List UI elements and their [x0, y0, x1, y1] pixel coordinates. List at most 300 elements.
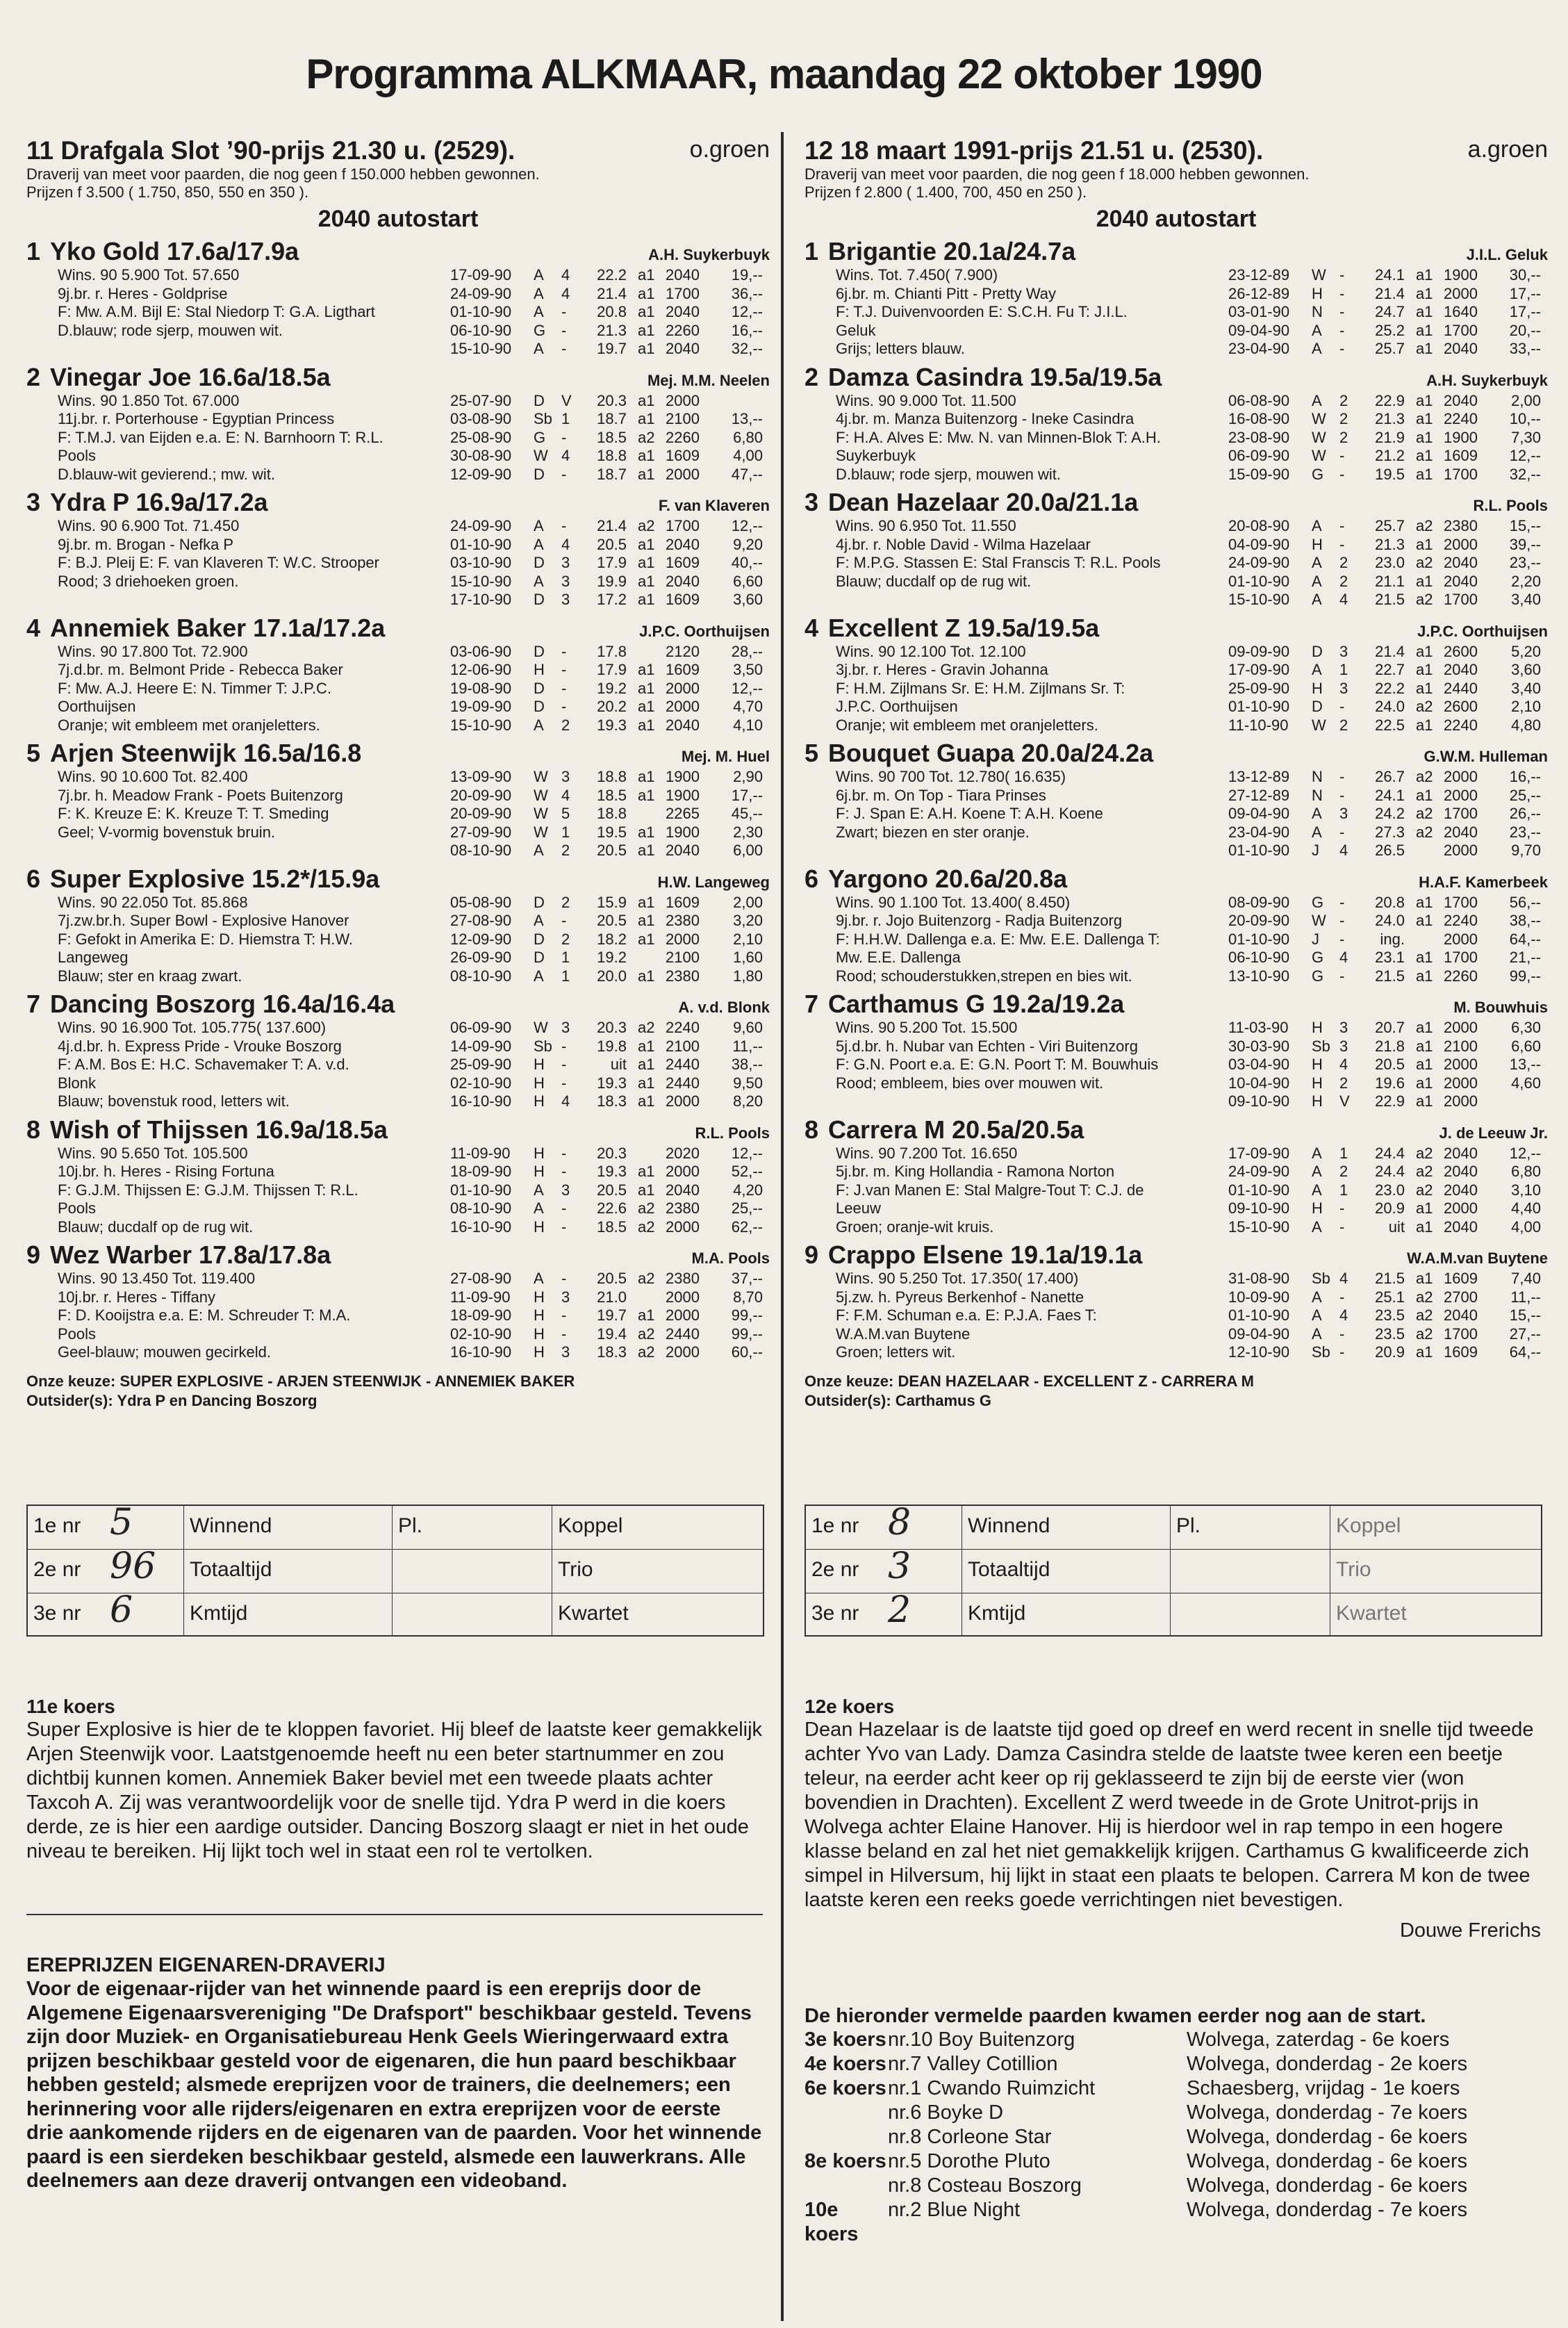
perf-class: a1 [1416, 1199, 1433, 1217]
perf-track: G [1312, 893, 1324, 911]
perf-position: 2 [1339, 716, 1348, 734]
performance-row [450, 823, 770, 842]
perf-odds: 8,20 [733, 1092, 763, 1110]
perf-date: 27-08-90 [450, 912, 512, 929]
horse-info-line: Wins. 90 10.600 Tot. 82.400 [58, 768, 248, 785]
perf-track: Sb [1312, 1037, 1330, 1055]
result-place [806, 1502, 962, 1549]
perf-time: 20.8 [597, 303, 627, 320]
race-header [26, 136, 770, 165]
perf-class: a2 [1416, 1325, 1433, 1343]
horse-info-line: W.A.M.van Buytene [836, 1325, 971, 1343]
perf-distance: 2040 [1444, 1144, 1478, 1162]
perf-track: A [1312, 661, 1322, 678]
perf-distance: 2000 [1444, 284, 1478, 302]
perf-distance: 2000 [666, 465, 700, 483]
perf-odds: 4,10 [733, 716, 763, 734]
horse-trainer: J.P.C. Oorthuijsen [639, 622, 770, 640]
performance-row [450, 787, 770, 805]
horse-number: 2 [804, 362, 819, 391]
horse-info-line: 4j.d.br. h. Express Pride - Vrouke Boszorg [58, 1037, 342, 1055]
perf-class: a1 [1416, 1092, 1433, 1110]
performance-row [450, 716, 770, 735]
horse-info-line: Pools [58, 1325, 97, 1343]
perf-date: 23-08-90 [1228, 428, 1290, 446]
horse-entry [804, 990, 1548, 1111]
perf-track: D [534, 698, 545, 715]
perf-distance: 2265 [666, 805, 700, 822]
performance-row [1228, 643, 1548, 662]
perf-position: - [1339, 266, 1345, 284]
perf-odds: 12,-- [731, 303, 763, 320]
perf-track: H [1312, 284, 1323, 302]
horse-info-line: Rood; embleem, bies over mouwen wit. [836, 1074, 1104, 1092]
perf-date: 20-09-90 [450, 805, 512, 822]
perf-distance: 2000 [1444, 768, 1478, 785]
perf-track: A [534, 303, 544, 320]
perf-odds: 62,-- [731, 1218, 763, 1236]
horse-number: 6 [804, 864, 819, 893]
performance-row [1228, 466, 1548, 484]
horse-info-line: 3j.br. r. Heres - Gravin Johanna [836, 661, 1048, 678]
horse-info-line: 7j.br. h. Meadow Frank - Poets Buitenzorg [58, 786, 343, 804]
horse-info-line: 7j.zw.br.h. Super Bowl - Explosive Hanover [58, 912, 349, 929]
performance-row [450, 1181, 770, 1200]
previous-race: 3e koers [804, 2028, 886, 2051]
horse-performances [450, 1019, 770, 1111]
perf-class: a2 [1416, 1288, 1433, 1306]
perf-distance: 2000 [1444, 1199, 1478, 1217]
perf-class: a2 [1416, 805, 1433, 822]
horse-header [26, 739, 770, 768]
perf-date: 09-10-90 [1228, 1092, 1290, 1110]
performance-row [1228, 285, 1548, 304]
perf-position: - [1339, 893, 1345, 911]
perf-class: a2 [1416, 1181, 1433, 1199]
horse-number: 1 [804, 237, 819, 265]
horse-info-line: Wins. 90 5.650 Tot. 105.500 [58, 1144, 248, 1162]
perf-time: 20.9 [1375, 1343, 1405, 1361]
horse-info-line: F: G.N. Poort e.a. E: G.N. Poort T: M. Bouwhuis [836, 1056, 1159, 1073]
perf-odds: 11,-- [1510, 1288, 1541, 1306]
perf-class: a1 [1416, 391, 1433, 409]
horse-name [804, 990, 1124, 1019]
perf-track: A [1312, 591, 1322, 608]
horse-info-line: F: Mw. A.M. Bijl E: Stal Niedorp T: G.A. Ligthart [58, 303, 375, 320]
perf-position: - [1339, 517, 1345, 534]
horse-name-text: Yargono 20.6a/20.8a [828, 864, 1068, 893]
horse-info-line: F: Mw. A.J. Heere E: N. Timmer T: J.P.C. [58, 679, 332, 697]
perf-odds: 3,60 [1511, 661, 1541, 678]
perf-date: 03-01-90 [1228, 303, 1290, 320]
perf-position: - [561, 661, 567, 678]
horse-body [804, 643, 1548, 735]
horse-name [804, 614, 1099, 643]
perf-odds: 9,50 [733, 1074, 763, 1092]
horse-info-line: Wins. 90 1.100 Tot. 13.400( 8.450) [836, 893, 1071, 911]
perf-class: a2 [638, 1270, 655, 1287]
perf-date: 19-08-90 [450, 679, 512, 697]
performance-row [1228, 536, 1548, 555]
horse-performances [1228, 266, 1548, 359]
perf-time: 24.7 [1375, 303, 1405, 320]
perf-position: 1 [1339, 661, 1348, 678]
perf-time: 23.5 [1375, 1306, 1405, 1324]
perf-odds: 99,-- [731, 1306, 763, 1324]
perf-class: a1 [1416, 572, 1433, 590]
horse-header [26, 363, 770, 392]
perf-time: 24.4 [1375, 1163, 1405, 1180]
horse-info-line: 5j.zw. h. Pyreus Berkenhof - Nanette [836, 1288, 1084, 1306]
perf-distance: 1700 [1444, 893, 1478, 911]
perf-position: 1 [561, 410, 570, 427]
perf-distance: 2100 [666, 949, 700, 966]
perf-position: - [561, 340, 567, 357]
perf-position: 2 [561, 930, 570, 948]
perf-odds: 12,-- [1509, 1144, 1541, 1162]
perf-distance: 2240 [666, 1019, 700, 1036]
perf-class: a1 [638, 391, 655, 409]
horse-header [26, 990, 770, 1019]
perf-time: 19.6 [1375, 1074, 1405, 1092]
perf-position: - [1339, 967, 1345, 985]
perf-position: 2 [561, 716, 570, 734]
perf-class: a1 [638, 823, 655, 841]
performance-row [1228, 266, 1548, 285]
horse-name-text: Wez Warber 17.8a/17.8a [50, 1240, 331, 1269]
perf-time: 24.1 [1375, 266, 1405, 284]
perf-track: H [1312, 1074, 1323, 1092]
performance-row [1228, 787, 1548, 805]
horse-info-line: Rood; schouderstukken,strepen en bies wit. [836, 967, 1132, 985]
perf-position: 1 [1339, 1181, 1348, 1199]
horse-number: 1 [26, 237, 41, 265]
perf-track: H [534, 1343, 545, 1361]
horse-info [804, 266, 1228, 359]
perf-class: a1 [1416, 1056, 1433, 1073]
perf-date: 09-04-90 [1228, 805, 1290, 822]
previous-horse: nr.5 Dorothe Pluto [888, 2150, 1050, 2172]
horse-header [26, 237, 770, 266]
performance-row [450, 1325, 770, 1344]
perf-time: 19.5 [597, 823, 627, 841]
performance-row [450, 1145, 770, 1163]
performance-row [450, 429, 770, 448]
perf-position: - [1339, 321, 1345, 339]
perf-odds: 30,-- [1509, 266, 1541, 284]
perf-date: 14-09-90 [450, 1037, 512, 1055]
perf-track: H [534, 1092, 545, 1110]
performance-row [1228, 591, 1548, 609]
ereprijzen-title: EREPRIJZEN EIGENAREN-DRAVERIJ [26, 1954, 386, 1976]
perf-class: a2 [1416, 1306, 1433, 1324]
race-title: 12 18 maart 1991-prijs 21.51 u. (2530). [804, 136, 1264, 165]
previous-where: Wolvega, zaterdag - 6e koers [1187, 2028, 1450, 2051]
perf-date: 19-09-90 [450, 698, 512, 715]
perf-distance: 2100 [666, 410, 700, 427]
perf-track: J [1312, 930, 1319, 948]
perf-track: G [534, 428, 546, 446]
performance-row [1228, 429, 1548, 448]
perf-odds: 13,-- [731, 410, 763, 427]
perf-date: 18-09-90 [450, 1306, 512, 1324]
horse-info-line: 9j.br. m. Brogan - Nefka P [58, 535, 234, 553]
perf-distance: 2100 [666, 1037, 700, 1055]
perf-position: - [561, 679, 567, 697]
perf-distance: 2000 [666, 1163, 700, 1180]
perf-position: 3 [561, 554, 570, 571]
horse-entry [26, 614, 770, 735]
perf-odds: 19,-- [731, 266, 763, 284]
horse-info-line: Blonk [58, 1074, 97, 1092]
previous-horse: nr.2 Blue Night [888, 2199, 1021, 2221]
perf-time: 20.3 [597, 391, 627, 409]
performance-row [1228, 949, 1548, 967]
perf-position: 3 [1339, 679, 1348, 697]
perf-class: a1 [638, 698, 655, 715]
horse-info-line: Wins. 90 5.200 Tot. 15.500 [836, 1019, 1018, 1036]
perf-track: W [534, 805, 548, 822]
perf-distance: 2000 [666, 1343, 700, 1361]
perf-date: 24-09-90 [450, 517, 512, 534]
horse-name [26, 739, 361, 768]
perf-class: a1 [1416, 679, 1433, 697]
perf-position: 4 [561, 1092, 570, 1110]
perf-track: D [534, 949, 545, 966]
horse-info [804, 1145, 1228, 1237]
horse-info-line: F: J.van Manen E: Stal Malgre-Tout T: C.J. de [836, 1181, 1144, 1199]
performance-row [450, 266, 770, 285]
perf-date: 13-10-90 [1228, 967, 1290, 985]
perf-position: 2 [1339, 428, 1348, 446]
horse-body [804, 517, 1548, 609]
previous-where: Schaesberg, vrijdag - 1e koers [1187, 2077, 1460, 2099]
perf-time: 23.5 [1375, 1325, 1405, 1343]
perf-time: 19.3 [597, 716, 627, 734]
perf-odds: 1,60 [733, 949, 763, 966]
performance-row [1228, 698, 1548, 716]
perf-distance: 2040 [1444, 554, 1478, 571]
perf-position: - [1339, 303, 1345, 320]
perf-class: a2 [1416, 768, 1433, 785]
performance-row [450, 1056, 770, 1074]
perf-distance: 2100 [1444, 1037, 1478, 1055]
performance-row [1228, 1092, 1548, 1111]
perf-distance: 2040 [1444, 1218, 1478, 1236]
perf-position: 2 [561, 842, 570, 859]
perf-class: a1 [638, 661, 655, 678]
perf-track: A [534, 912, 544, 929]
perf-date: 17-09-90 [450, 266, 512, 284]
result-pl: Pl. [393, 1506, 552, 1549]
perf-class [1416, 842, 1444, 860]
horse-info-line: F: T.M.J. van Eijden e.a. E: N. Barnhoorn T: R.L. [58, 428, 383, 446]
perf-odds: 38,-- [1509, 912, 1541, 929]
horse-info-line: F: H.M. Zijlmans Sr. E: H.M. Zijlmans Sr. T: [836, 679, 1125, 697]
horse-performances [1228, 894, 1548, 986]
handwritten-number: 2 [888, 1589, 911, 1631]
performance-row [1228, 661, 1548, 680]
perf-time: 20.2 [597, 698, 627, 715]
perf-date: 01-10-90 [450, 1181, 512, 1199]
performance-row [1228, 1145, 1548, 1163]
horse-number: 2 [26, 362, 41, 391]
perf-date: 13-09-90 [450, 768, 512, 785]
horse-body [804, 1145, 1548, 1237]
perf-track: A [1312, 805, 1322, 822]
perf-track: N [1312, 768, 1323, 785]
performance-row [450, 517, 770, 536]
horse-name [804, 488, 1138, 517]
horse-info [804, 1019, 1228, 1111]
perf-track: W [534, 447, 548, 464]
comment-12-text: Dean Hazelaar is de laatste tijd goed op dreef en werd recent in snelle tijd tweede achter Yvo van Lady. Damza Casindra stelde de laatste twee keren een beetje teleur, na eerder acht keer op rij geklasseerd te zijn bij de eerste vier (won bovendien in Drachten). Excellent Z werd tweede in de Grote Unitrot-prijs in Wolvega achter Elaine Hanover. Hij is hierdoor wel in rap tempo in een hogere klasse beland en zal het niet gemakkelijk krijgen. Carthamus G kwalificeerde zich simpel in Hilversum, hij lijkt in staat een plaats te belopen. Carrera M kon de twee laatste keren een reeks goede verrichtingen niet bevestigen. [804, 1719, 1534, 1911]
perf-class [638, 643, 666, 662]
performance-row [1228, 1056, 1548, 1074]
horse-info-line: 10j.br. r. Heres - Tiffany [58, 1288, 216, 1306]
result-row [806, 1502, 1541, 1550]
result-place [28, 1502, 184, 1549]
performance-row [450, 949, 770, 967]
horse-trainer: A.H. Suykerbuyk [648, 246, 770, 263]
perf-class: a1 [1416, 1343, 1433, 1361]
performance-row [1228, 1325, 1548, 1344]
horse-body [26, 392, 770, 484]
horse-performances [450, 392, 770, 484]
performance-row [450, 554, 770, 573]
column-divider [781, 132, 784, 2321]
perf-time: 18.7 [597, 410, 627, 427]
perf-time: 25.7 [1375, 517, 1405, 534]
perf-position: - [1339, 465, 1345, 483]
horse-header [26, 488, 770, 517]
perf-date: 23-12-89 [1228, 266, 1290, 284]
perf-time: 19.7 [597, 340, 627, 357]
race-12-column [804, 133, 1548, 1411]
perf-track: A [534, 967, 544, 985]
horse-name [26, 363, 331, 392]
perf-distance: 2020 [666, 1144, 700, 1162]
horse-info [26, 643, 450, 735]
perf-date: 15-10-90 [450, 340, 512, 357]
perf-track: H [534, 1218, 545, 1236]
perf-time: 21.4 [1375, 284, 1405, 302]
horse-number: 3 [26, 488, 41, 516]
perf-position: 1 [561, 823, 570, 841]
perf-position: - [1339, 768, 1345, 785]
horse-performances [1228, 768, 1548, 860]
perf-track: D [1312, 698, 1323, 715]
perf-time: 18.5 [597, 428, 627, 446]
perf-class: a1 [638, 912, 655, 929]
previous-race: 8e koers [804, 2150, 886, 2172]
performance-row [1228, 392, 1548, 411]
perf-distance: 2240 [1444, 912, 1478, 929]
horse-info [26, 517, 450, 609]
perf-time: 21.3 [1375, 535, 1405, 553]
horse-info-line: 5j.br. m. King Hollandia - Ramona Norton [836, 1163, 1115, 1180]
perf-date: 25-07-90 [450, 391, 512, 409]
perf-odds: 21,-- [1509, 949, 1541, 966]
perf-distance: 2000 [666, 1288, 700, 1306]
performance-row [1228, 716, 1548, 735]
perf-odds: 6,60 [1511, 1037, 1541, 1055]
perf-time: 21.5 [1375, 1270, 1405, 1287]
perf-date: 09-04-90 [1228, 1325, 1290, 1343]
horse-trainer: W.A.M.van Buytene [1407, 1249, 1548, 1267]
perf-distance: 2000 [666, 930, 700, 948]
perf-odds: 36,-- [731, 284, 763, 302]
perf-track: W [1312, 266, 1326, 284]
handwritten-number: 96 [110, 1546, 156, 1587]
perf-position: - [1339, 1288, 1345, 1306]
perf-distance: 2000 [1444, 1092, 1478, 1110]
horse-info [804, 517, 1228, 609]
perf-distance: 1609 [1444, 447, 1478, 464]
perf-distance: 2040 [666, 716, 700, 734]
handwritten-number: 8 [888, 1502, 911, 1543]
perf-time: ing. [1380, 930, 1405, 948]
perf-time: 23.0 [1375, 554, 1405, 571]
perf-class: a1 [1416, 303, 1433, 320]
perf-date: 24-09-90 [1228, 1163, 1290, 1180]
perf-time: 22.2 [597, 266, 627, 284]
perf-time: 21.4 [597, 284, 627, 302]
perf-time: 18.3 [597, 1343, 627, 1361]
perf-class: a1 [1416, 284, 1433, 302]
horse-body [804, 1019, 1548, 1111]
perf-position: 3 [1339, 642, 1348, 660]
perf-odds: 9,70 [1511, 842, 1541, 859]
performance-row [1228, 1270, 1548, 1288]
perf-class: a1 [638, 1074, 655, 1092]
perf-odds: 40,-- [731, 554, 763, 571]
perf-position: 1 [561, 949, 570, 966]
perf-time: 20.5 [597, 842, 627, 859]
perf-date: 12-09-90 [450, 465, 512, 483]
horse-info-line: Wins. 90 7.200 Tot. 16.650 [836, 1144, 1018, 1162]
perf-time: 19.2 [597, 949, 627, 966]
perf-position: - [561, 698, 567, 715]
perf-odds: 4,20 [733, 1181, 763, 1199]
perf-odds: 47,-- [731, 465, 763, 483]
perf-odds: 10,-- [1509, 410, 1541, 427]
perf-odds: 3,50 [733, 661, 763, 678]
perf-date: 06-10-90 [1228, 949, 1290, 966]
performance-row [450, 410, 770, 429]
perf-odds: 3,10 [1511, 1181, 1541, 1199]
perf-date: 05-08-90 [450, 893, 512, 911]
horse-info-line: Blauw; ducdalf op de rug wit. [836, 572, 1032, 590]
perf-date: 25-09-90 [1228, 679, 1290, 697]
horse-body [804, 1270, 1548, 1362]
perf-odds: 26,-- [1509, 805, 1541, 822]
perf-time: 20.5 [1375, 1056, 1405, 1073]
perf-class: a2 [1416, 1163, 1433, 1180]
perf-class: a1 [1416, 428, 1433, 446]
perf-time: 21.1 [1375, 572, 1405, 590]
perf-track: A [1312, 1325, 1322, 1343]
horse-info-line: 11j.br. r. Porterhouse - Egyptian Princess [58, 410, 335, 427]
perf-class: a1 [638, 572, 655, 590]
perf-date: 11-09-90 [450, 1288, 511, 1306]
previous-race: 4e koers [804, 2053, 886, 2075]
performance-row [450, 912, 770, 931]
horse-number: 3 [804, 488, 819, 516]
perf-position: 4 [561, 284, 570, 302]
result-bet: Kwartet [1336, 1602, 1407, 1625]
perf-track: D [534, 554, 545, 571]
